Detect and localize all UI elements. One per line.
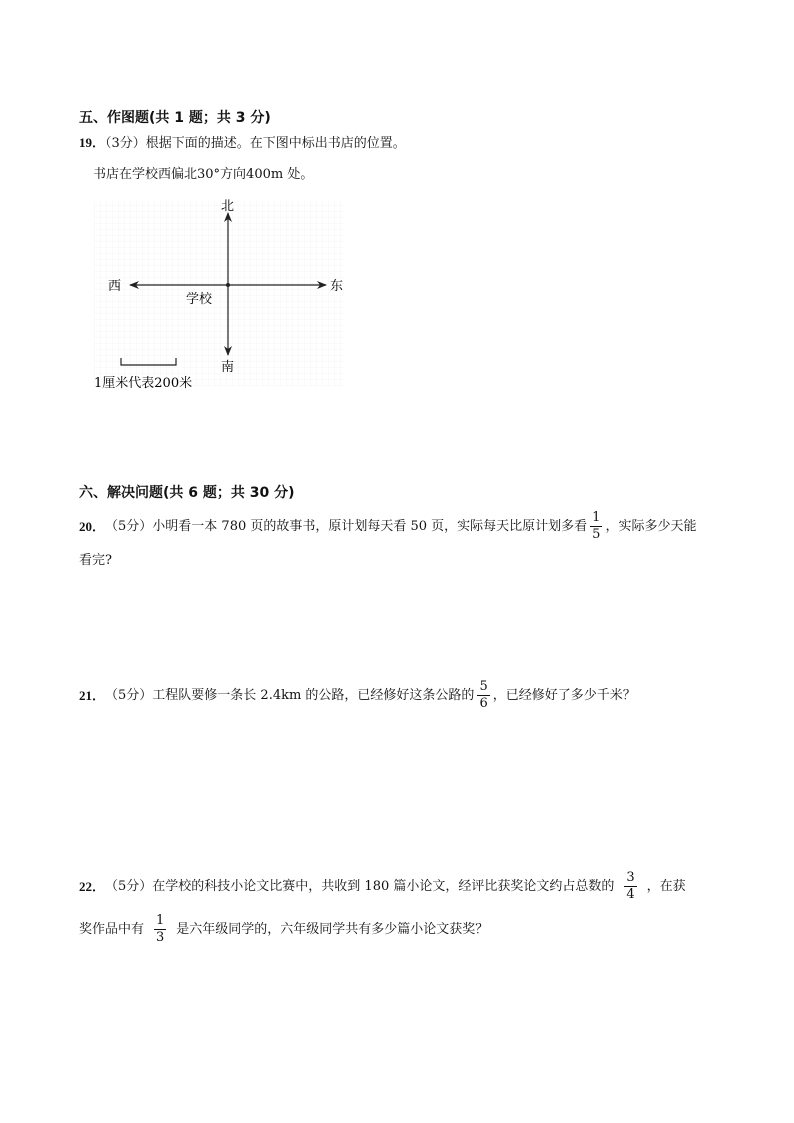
question-text: （5分）工程队要修一条长 2.4km 的公路，已经修好这条公路的 bbox=[105, 687, 475, 703]
fraction bbox=[154, 913, 166, 946]
fraction bbox=[477, 679, 489, 712]
scale-label: 1厘米代表200米 bbox=[94, 376, 193, 391]
fraction-denominator: 6 bbox=[479, 696, 488, 711]
compass-diagram bbox=[94, 193, 354, 393]
fraction-numerator: 1 bbox=[592, 510, 601, 525]
fraction-numerator: 3 bbox=[626, 870, 635, 885]
question-22-line-2 bbox=[79, 913, 488, 946]
fraction bbox=[590, 510, 602, 543]
question-text: （3分）根据下面的描述。在下图中标出书店的位置。 bbox=[105, 136, 406, 151]
question-20 bbox=[79, 510, 696, 543]
question-number: 22． bbox=[79, 878, 106, 894]
fraction-numerator: 1 bbox=[156, 913, 165, 928]
question-20-line-2: 看完? bbox=[79, 553, 112, 568]
question-19-description: 书店在学校西偏北30°方向400m 处。 bbox=[93, 167, 314, 182]
fraction-denominator: 3 bbox=[156, 930, 165, 945]
question-text-continued: ，已经修好了多少千米？ bbox=[492, 687, 636, 703]
section-6-title: 六、解决问题(共 6 题；共 30 分) bbox=[79, 485, 295, 501]
fraction bbox=[624, 870, 636, 903]
west-label: 西 bbox=[108, 279, 122, 294]
question-text: （5分）在学校的科技小论文比赛中，共收到 180 篇小论文，经评比获奖论文约占总数的 bbox=[105, 878, 615, 894]
school-point bbox=[226, 283, 230, 287]
east-label: 东 bbox=[330, 279, 344, 294]
question-number: 20． bbox=[79, 518, 106, 534]
question-21 bbox=[79, 679, 636, 712]
grid-background bbox=[94, 201, 344, 386]
south-label: 南 bbox=[221, 360, 235, 375]
question-number: 19． bbox=[79, 135, 106, 150]
question-text: 奖作品中有 bbox=[79, 921, 145, 937]
question-text-continued: ，实际多少天能 bbox=[605, 518, 697, 534]
question-number: 21． bbox=[79, 687, 106, 703]
question-text-continued: ，在获 bbox=[646, 878, 686, 894]
fraction-denominator: 4 bbox=[626, 887, 635, 902]
north-label: 北 bbox=[221, 199, 235, 214]
fraction-numerator: 5 bbox=[479, 679, 488, 694]
fraction-denominator: 5 bbox=[592, 527, 601, 542]
question-19 bbox=[79, 133, 406, 154]
question-22 bbox=[79, 870, 686, 903]
question-text: （5分）小明看一本 780 页的故事书，原计划每天看 50 页，实际每天比原计划多看 bbox=[105, 518, 588, 534]
school-label: 学校 bbox=[186, 292, 213, 307]
section-5-title: 五、作图题(共 1 题；共 3 分) bbox=[79, 110, 271, 126]
question-text-continued: 是六年级同学的，六年级同学共有多少篇小论文获奖？ bbox=[176, 921, 489, 937]
